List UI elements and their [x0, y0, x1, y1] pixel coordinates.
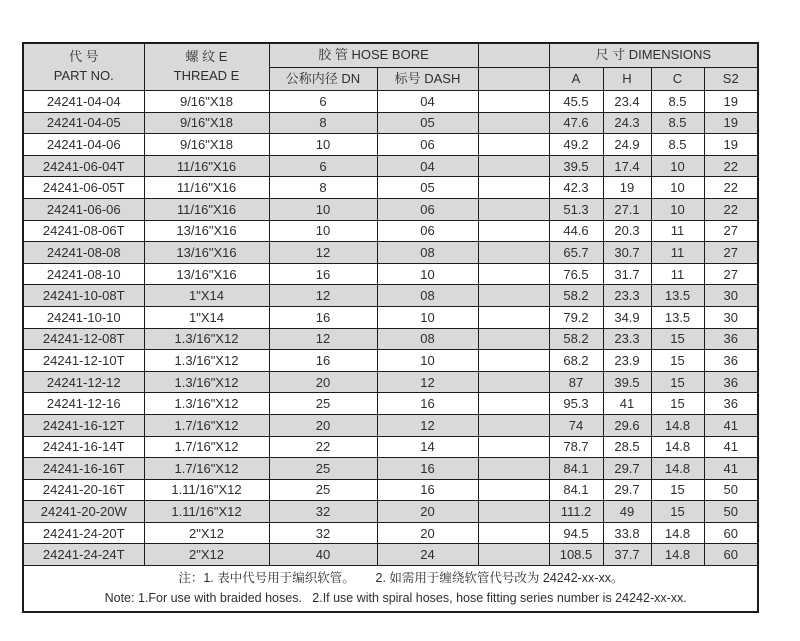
cell-part-no: 24241-16-12T [23, 414, 144, 436]
cell-bore-dn: 12 [269, 242, 377, 264]
cell-dim-s2: 19 [704, 134, 758, 156]
cell-dim-h: 33.8 [603, 522, 651, 544]
cell-bore-dn: 8 [269, 112, 377, 134]
cell-dim-h: 49 [603, 501, 651, 523]
table-row [23, 393, 758, 415]
cell-thread-e: 1.3/16"X12 [144, 350, 269, 372]
table-row [23, 198, 758, 220]
cell-part-no: 24241-04-05 [23, 112, 144, 134]
header-part-no-zh: 代 号 [68, 49, 99, 65]
cell-part-no: 24241-08-06T [23, 220, 144, 242]
header-part-no [23, 43, 144, 91]
cell-dim-h: 31.7 [603, 263, 651, 285]
cell-part-no: 24241-04-04 [23, 91, 144, 113]
cell-blank [478, 134, 549, 156]
table-row [23, 91, 758, 113]
cell-bore-dn: 40 [269, 544, 377, 566]
cell-dim-c: 14.8 [651, 414, 704, 436]
header-group-dimensions: 尺 寸 DIMENSIONS [549, 43, 758, 68]
cell-part-no: 24241-20-16T [23, 479, 144, 501]
cell-part-no: 24241-08-08 [23, 242, 144, 264]
cell-blank [478, 263, 549, 285]
cell-dim-c: 10 [651, 198, 704, 220]
cell-part-no: 24241-10-08T [23, 285, 144, 307]
cell-dim-c: 13.5 [651, 306, 704, 328]
cell-part-no: 24241-16-16T [23, 458, 144, 480]
cell-dim-a: 44.6 [549, 220, 603, 242]
cell-dim-a: 76.5 [549, 263, 603, 285]
cell-dim-s2: 50 [704, 479, 758, 501]
cell-dim-a: 79.2 [549, 306, 603, 328]
cell-bore-dn: 32 [269, 501, 377, 523]
cell-dim-s2: 60 [704, 522, 758, 544]
cell-bore-dn: 12 [269, 285, 377, 307]
cell-bore-dash: 16 [377, 458, 478, 480]
cell-blank [478, 458, 549, 480]
cell-dim-a: 78.7 [549, 436, 603, 458]
header-blank-top [478, 43, 549, 68]
cell-dim-c: 13.5 [651, 285, 704, 307]
table-row [23, 306, 758, 328]
cell-bore-dash: 14 [377, 436, 478, 458]
note-line-zh [24, 569, 757, 588]
cell-thread-e: 13/16"X16 [144, 263, 269, 285]
cell-part-no: 24241-10-10 [23, 306, 144, 328]
cell-blank [478, 112, 549, 134]
cell-bore-dn: 8 [269, 177, 377, 199]
cell-blank [478, 242, 549, 264]
cell-bore-dash: 04 [377, 91, 478, 113]
cell-dim-a: 68.2 [549, 350, 603, 372]
cell-bore-dash: 20 [377, 501, 478, 523]
cell-bore-dash: 06 [377, 134, 478, 156]
cell-dim-c: 11 [651, 263, 704, 285]
cell-thread-e: 1.3/16"X12 [144, 371, 269, 393]
cell-dim-h: 23.4 [603, 91, 651, 113]
note-line-en [24, 589, 757, 608]
table-row [23, 155, 758, 177]
cell-bore-dash: 12 [377, 371, 478, 393]
cell-dim-s2: 36 [704, 393, 758, 415]
cell-bore-dn: 16 [269, 263, 377, 285]
cell-blank [478, 328, 549, 350]
table-row [23, 263, 758, 285]
table-row [23, 501, 758, 523]
table-row [23, 436, 758, 458]
cell-dim-h: 23.3 [603, 285, 651, 307]
cell-bore-dn: 16 [269, 350, 377, 372]
table-header [23, 43, 758, 91]
header-blank-sub [478, 68, 549, 91]
cell-bore-dn: 20 [269, 371, 377, 393]
cell-blank [478, 371, 549, 393]
cell-dim-c: 15 [651, 479, 704, 501]
cell-dim-c: 11 [651, 242, 704, 264]
cell-bore-dash: 24 [377, 544, 478, 566]
cell-dim-a: 39.5 [549, 155, 603, 177]
table-row [23, 328, 758, 350]
header-dim-c: C [651, 68, 704, 91]
cell-dim-s2: 30 [704, 306, 758, 328]
table-row [23, 112, 758, 134]
cell-dim-a: 95.3 [549, 393, 603, 415]
cell-dim-s2: 19 [704, 112, 758, 134]
cell-dim-s2: 36 [704, 371, 758, 393]
cell-dim-h: 27.1 [603, 198, 651, 220]
cell-dim-a: 58.2 [549, 285, 603, 307]
cell-dim-h: 17.4 [603, 155, 651, 177]
cell-thread-e: 11/16"X16 [144, 177, 269, 199]
cell-part-no: 24241-12-10T [23, 350, 144, 372]
cell-blank [478, 436, 549, 458]
cell-dim-c: 14.8 [651, 436, 704, 458]
cell-bore-dash: 16 [377, 479, 478, 501]
cell-thread-e: 13/16"X16 [144, 242, 269, 264]
cell-dim-a: 45.5 [549, 91, 603, 113]
cell-bore-dn: 25 [269, 479, 377, 501]
table-row [23, 544, 758, 566]
cell-bore-dn: 32 [269, 522, 377, 544]
cell-dim-a: 111.2 [549, 501, 603, 523]
cell-thread-e: 1"X14 [144, 306, 269, 328]
header-thread-e-en: THREAD E [173, 68, 240, 83]
header-dim-s2: S2 [704, 68, 758, 91]
table-body [23, 91, 758, 566]
cell-bore-dash: 04 [377, 155, 478, 177]
cell-dim-h: 29.7 [603, 479, 651, 501]
note-zh-2: 2. 如需用于缠绕软管代号改为 24242-xx-xx。 [375, 571, 624, 586]
cell-dim-c: 15 [651, 501, 704, 523]
hose-fitting-spec-table [22, 42, 759, 613]
table-row [23, 371, 758, 393]
cell-bore-dn: 12 [269, 328, 377, 350]
cell-part-no: 24241-06-05T [23, 177, 144, 199]
notes-cell [23, 566, 758, 613]
cell-blank [478, 414, 549, 436]
cell-thread-e: 1.11/16"X12 [144, 479, 269, 501]
cell-dim-a: 49.2 [549, 134, 603, 156]
cell-bore-dash: 06 [377, 198, 478, 220]
cell-part-no: 24241-20-20W [23, 501, 144, 523]
cell-thread-e: 2"X12 [144, 522, 269, 544]
cell-dim-h: 39.5 [603, 371, 651, 393]
cell-blank [478, 306, 549, 328]
cell-bore-dash: 08 [377, 285, 478, 307]
cell-thread-e: 1.7/16"X12 [144, 458, 269, 480]
cell-bore-dash: 05 [377, 177, 478, 199]
cell-thread-e: 1.7/16"X12 [144, 436, 269, 458]
header-dim-h: H [603, 68, 651, 91]
cell-bore-dash: 20 [377, 522, 478, 544]
header-thread-e-zh: 螺 纹 E [185, 49, 228, 65]
cell-dim-c: 15 [651, 328, 704, 350]
cell-dim-c: 10 [651, 155, 704, 177]
cell-bore-dn: 16 [269, 306, 377, 328]
cell-bore-dn: 10 [269, 134, 377, 156]
cell-bore-dash: 16 [377, 393, 478, 415]
cell-dim-a: 108.5 [549, 544, 603, 566]
cell-thread-e: 11/16"X16 [144, 155, 269, 177]
cell-thread-e: 1.11/16"X12 [144, 501, 269, 523]
note-zh-1: 注：1. 表中代号用于编织软管。 [178, 571, 355, 586]
cell-dim-a: 84.1 [549, 479, 603, 501]
cell-part-no: 24241-06-04T [23, 155, 144, 177]
cell-dim-s2: 41 [704, 414, 758, 436]
cell-dim-a: 58.2 [549, 328, 603, 350]
cell-dim-h: 23.3 [603, 328, 651, 350]
cell-dim-c: 15 [651, 371, 704, 393]
cell-dim-h: 24.3 [603, 112, 651, 134]
cell-part-no: 24241-04-06 [23, 134, 144, 156]
header-dim-a: A [549, 68, 603, 91]
cell-dim-s2: 30 [704, 285, 758, 307]
cell-dim-s2: 27 [704, 263, 758, 285]
cell-bore-dn: 25 [269, 458, 377, 480]
cell-thread-e: 1"X14 [144, 285, 269, 307]
cell-dim-c: 8.5 [651, 112, 704, 134]
note-en-2: 2.If use with spiral hoses, hose fitting series number is 24242-xx-xx. [312, 590, 687, 605]
cell-thread-e: 11/16"X16 [144, 198, 269, 220]
cell-dim-s2: 41 [704, 436, 758, 458]
note-en-1: Note: 1.For use with braided hoses. [104, 590, 302, 605]
cell-dim-s2: 22 [704, 177, 758, 199]
cell-bore-dash: 05 [377, 112, 478, 134]
table-row [23, 220, 758, 242]
cell-dim-s2: 50 [704, 501, 758, 523]
cell-dim-s2: 36 [704, 350, 758, 372]
cell-dim-a: 51.3 [549, 198, 603, 220]
cell-dim-c: 14.8 [651, 544, 704, 566]
cell-blank [478, 393, 549, 415]
cell-dim-s2: 19 [704, 91, 758, 113]
cell-bore-dash: 08 [377, 242, 478, 264]
cell-bore-dash: 10 [377, 263, 478, 285]
table-row [23, 134, 758, 156]
header-dn: 公称内径 DN [269, 68, 377, 91]
cell-dim-s2: 36 [704, 328, 758, 350]
cell-blank [478, 155, 549, 177]
cell-dim-s2: 41 [704, 458, 758, 480]
cell-part-no: 24241-24-24T [23, 544, 144, 566]
cell-bore-dn: 22 [269, 436, 377, 458]
cell-bore-dn: 10 [269, 198, 377, 220]
cell-dim-c: 11 [651, 220, 704, 242]
cell-dim-s2: 22 [704, 198, 758, 220]
cell-dim-h: 29.6 [603, 414, 651, 436]
table-row [23, 350, 758, 372]
cell-blank [478, 177, 549, 199]
notes-row [23, 566, 758, 613]
cell-thread-e: 9/16"X18 [144, 91, 269, 113]
cell-dim-h: 29.7 [603, 458, 651, 480]
cell-blank [478, 350, 549, 372]
cell-dim-a: 94.5 [549, 522, 603, 544]
cell-part-no: 24241-24-20T [23, 522, 144, 544]
cell-bore-dn: 25 [269, 393, 377, 415]
cell-thread-e: 1.3/16"X12 [144, 393, 269, 415]
cell-part-no: 24241-16-14T [23, 436, 144, 458]
cell-bore-dash: 08 [377, 328, 478, 350]
header-group-hose-bore: 胶 管 HOSE BORE [269, 43, 478, 68]
cell-blank [478, 544, 549, 566]
cell-blank [478, 198, 549, 220]
cell-blank [478, 220, 549, 242]
cell-dim-c: 15 [651, 393, 704, 415]
table-row [23, 414, 758, 436]
cell-bore-dn: 6 [269, 155, 377, 177]
cell-bore-dn: 20 [269, 414, 377, 436]
header-dash: 标号 DASH [377, 68, 478, 91]
table-row [23, 522, 758, 544]
cell-thread-e: 2"X12 [144, 544, 269, 566]
header-part-no-en: PART NO. [53, 68, 114, 83]
cell-bore-dash: 10 [377, 306, 478, 328]
cell-thread-e: 9/16"X18 [144, 134, 269, 156]
cell-dim-c: 8.5 [651, 134, 704, 156]
cell-dim-h: 23.9 [603, 350, 651, 372]
cell-dim-c: 14.8 [651, 522, 704, 544]
cell-blank [478, 501, 549, 523]
cell-blank [478, 91, 549, 113]
cell-bore-dash: 10 [377, 350, 478, 372]
table-row [23, 285, 758, 307]
cell-dim-s2: 60 [704, 544, 758, 566]
cell-thread-e: 1.3/16"X12 [144, 328, 269, 350]
cell-thread-e: 13/16"X16 [144, 220, 269, 242]
cell-blank [478, 479, 549, 501]
cell-part-no: 24241-06-06 [23, 198, 144, 220]
cell-dim-a: 65.7 [549, 242, 603, 264]
table-row [23, 479, 758, 501]
cell-bore-dash: 06 [377, 220, 478, 242]
cell-part-no: 24241-12-12 [23, 371, 144, 393]
table-footer [23, 566, 758, 613]
cell-part-no: 24241-12-16 [23, 393, 144, 415]
cell-dim-a: 74 [549, 414, 603, 436]
cell-part-no: 24241-12-08T [23, 328, 144, 350]
cell-dim-a: 87 [549, 371, 603, 393]
cell-dim-a: 42.3 [549, 177, 603, 199]
table-row [23, 177, 758, 199]
table-row [23, 242, 758, 264]
cell-thread-e: 9/16"X18 [144, 112, 269, 134]
cell-dim-c: 14.8 [651, 458, 704, 480]
cell-dim-h: 34.9 [603, 306, 651, 328]
cell-dim-h: 19 [603, 177, 651, 199]
cell-bore-dn: 6 [269, 91, 377, 113]
cell-dim-s2: 27 [704, 220, 758, 242]
cell-dim-h: 30.7 [603, 242, 651, 264]
header-thread-e [144, 43, 269, 91]
cell-bore-dash: 12 [377, 414, 478, 436]
header-row-top [23, 43, 758, 68]
cell-part-no: 24241-08-10 [23, 263, 144, 285]
cell-dim-s2: 22 [704, 155, 758, 177]
cell-dim-h: 28.5 [603, 436, 651, 458]
cell-thread-e: 1.7/16"X12 [144, 414, 269, 436]
cell-blank [478, 522, 549, 544]
cell-dim-a: 47.6 [549, 112, 603, 134]
cell-dim-a: 84.1 [549, 458, 603, 480]
cell-dim-c: 15 [651, 350, 704, 372]
cell-dim-s2: 27 [704, 242, 758, 264]
cell-bore-dn: 10 [269, 220, 377, 242]
cell-dim-h: 20.3 [603, 220, 651, 242]
cell-dim-h: 41 [603, 393, 651, 415]
cell-dim-h: 37.7 [603, 544, 651, 566]
cell-blank [478, 285, 549, 307]
table-row [23, 458, 758, 480]
cell-dim-c: 8.5 [651, 91, 704, 113]
cell-dim-c: 10 [651, 177, 704, 199]
cell-dim-h: 24.9 [603, 134, 651, 156]
